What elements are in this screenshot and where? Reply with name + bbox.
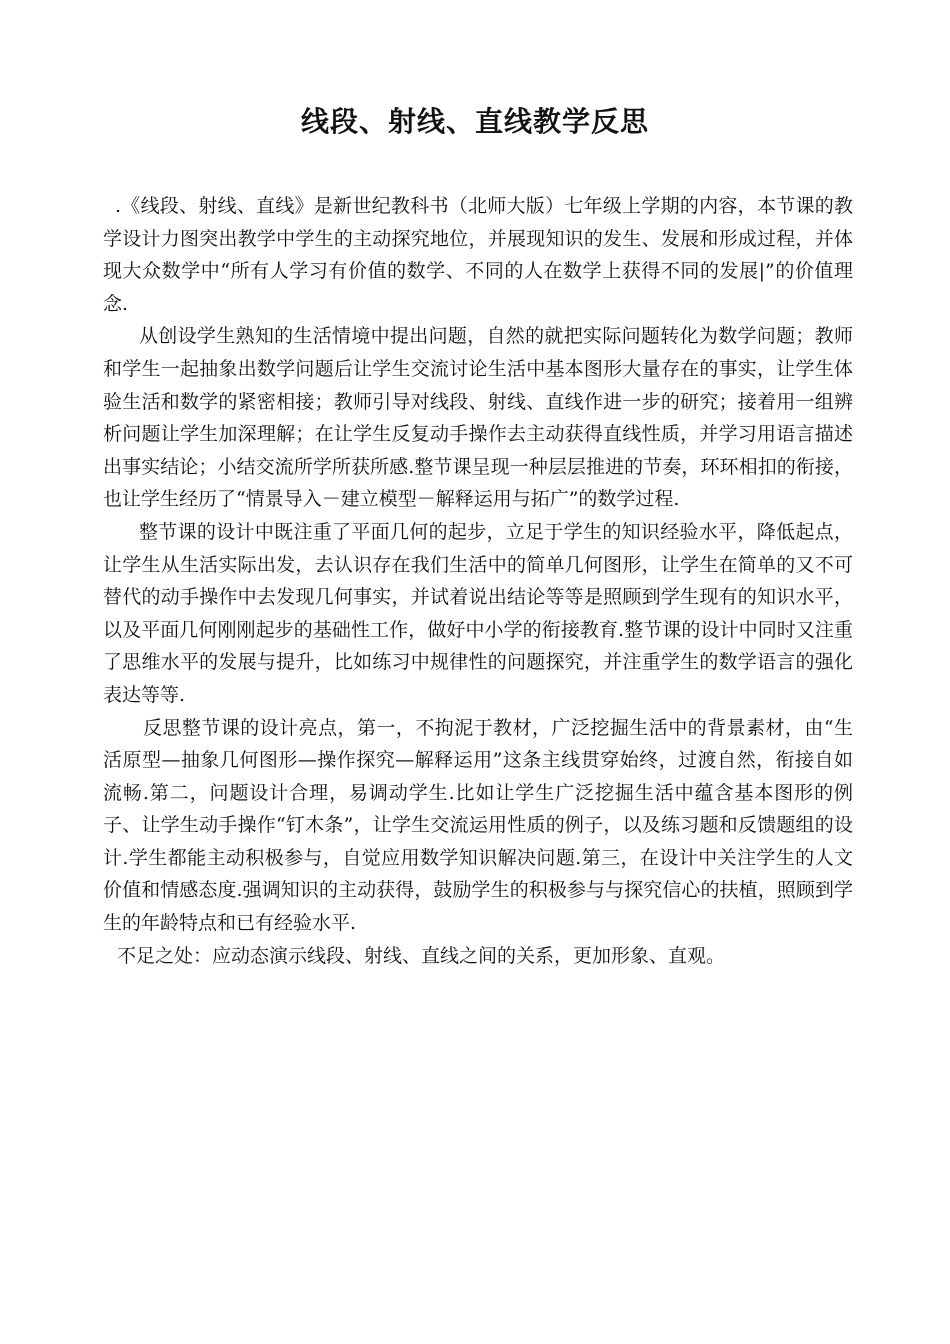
paragraph-process: 从创设学生熟知的生活情境中提出问题，自然的就把实际问题转化为数学问题；教师和学生一起抽象出数学问题后让学生交流讨论生活中基本图形大量存在的事实，让学生体验生活和数学的紧密相接；教师引导对线段、射线、直线作进一步的研究；接着用一组辨析问题让学生加深理解；在让学生反复动手操作去主动获得直线性质，并学习用语言描述出事实结论；小结交流所学所获所感.整节课呈现一种层层推进的节奏，环环相扣的衔接，也让学生经历了“情景导入－建立模型－解释运用与拓广”的数学过程. [103, 325, 853, 511]
paragraph-intro: .《线段、射线、直线》是新世纪教科书（北师大版）七年级上学期的内容，本节课的教学设计力图突出教学中学生的主动探究地位，并展现知识的发生、发展和形成过程，并体现大众数学中“所有人学习有价值的数学、不同的人在数学上获得不同的发展|”的价值理念. [103, 195, 853, 315]
paragraph-shortcomings: 不足之处：应动态演示线段、射线、直线之间的关系，更加形象、直观。 [117, 944, 726, 967]
paragraph-highlights: 反思整节课的设计亮点，第一，不拘泥于教材，广泛挖掘生活中的背景素材，由“生活原型—抽象几何图形—操作探究—解释运用”这条主线贯穿始终，过渡自然，衔接自如流畅.第二，问题设计合理，易调动学生.比如让学生广泛挖掘生活中蕴含基本图形的例子、让学生动手操作“钉木条”，让学生交流运用性质的例子，以及练习题和反馈题组的设计.学生都能主动积极参与，自觉应用数学知识解决问题.第三，在设计中关注学生的人文价值和情感态度.强调知识的主动获得，鼓励学生的积极参与与探究信心的扶植，照顾到学生的年龄特点和已有经验水平. [103, 716, 853, 935]
paragraph-design: 整节课的设计中既注重了平面几何的起步，立足于学生的知识经验水平，降低起点，让学生从生活实际出发，去认识存在我们生活中的简单几何图形，让学生在简单的又不可替代的动手操作中去发现几何事实，并试着说出结论等等是照顾到学生现有的知识水平，以及平面几何刚刚起步的基础性工作，做好中小学的衔接教育.整节课的设计中同时又注重了思维水平的发展与提升，比如练习中规律性的问题探究，并注重学生的数学语言的强化表达等等. [103, 520, 853, 706]
document-body [103, 190, 853, 972]
document-title: 线段、射线、直线教学反思 [300, 105, 649, 138]
